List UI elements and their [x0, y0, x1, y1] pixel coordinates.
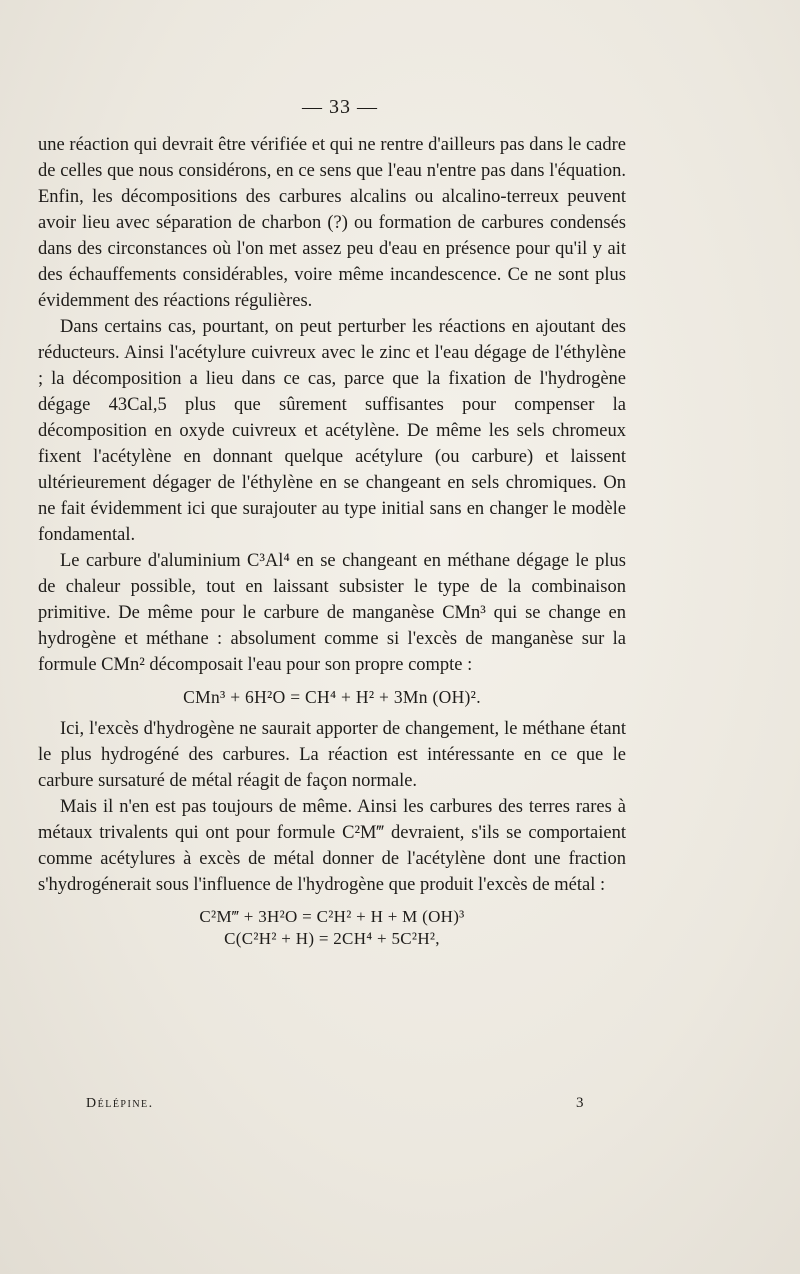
equation-rare-earth-1: C²M‴ + 3H²O = C²H² + H + M (OH)³ [199, 907, 465, 926]
paragraph-3: Le carbure d'aluminium C³Al⁴ en se changeant en méthane dégage le plus de chaleur possible, tout en laissant subsister le type de la combinaison primitive. De même pour le carbure de manganèse CMn³ qui se change en hydrogène et méthane : absolument comme si l'excès de manganèse sur la formule CMn² décomposait l'eau pour son propre compte : [38, 551, 626, 675]
footer-signature: Délépine. [86, 1096, 154, 1111]
equation-rare-earth-2: C(C²H² + H) = 2CH⁴ + 5C²H², [224, 929, 440, 948]
paragraph-2: Dans certains cas, pourtant, on peut perturber les réactions en ajoutant des réducteurs. Ainsi l'acétylure cuivreux avec le zinc et l'eau dégage de l'éthylène ; la décomposition a lieu dans ce cas, parce que la fixation de l'hydrogène dégage 43Cal,5 plus que sûrement suffisantes pour compenser la décomposition en oxyde cuivreux et acétylène. De même les sels chromeux fixent l'acétylène en donnant quelque acétylure (ou carbure) et laissent ultérieurement dégager de l'éthylène en se changeant en sels chromiques. On ne fait évidemment ici que surajouter au type initial sans en changer le modèle fondamental. [38, 317, 626, 545]
footer-sheet-number: 3 [576, 1095, 584, 1111]
paragraph-5: Mais il n'en est pas toujours de même. Ainsi les carbures des terres rares à métaux trivalents qui ont pour formule C²M‴ devraient, s'ils se comportaient comme acétylures à excès de métal donner de l'acétylène dont une fraction s'hydrogénerait sous l'influence de l'hydrogène que produit l'excès de métal : [38, 797, 626, 895]
paragraph-4: Ici, l'excès d'hydrogène ne saurait apporter de changement, le méthane étant le plus hydrogéné des carbures. La réaction est intéressante en ce que le carbure sursaturé de métal réagit de façon normale. [38, 719, 626, 791]
body-text [38, 132, 626, 956]
page-number: — 33 — [302, 96, 378, 118]
paragraph-1: une réaction qui devrait être vérifiée et qui ne rentre d'ailleurs pas dans le cadre de celles que nous considérons, en ce sens que l'eau n'entre pas dans l'équation. Enfin, les décompositions des carbures alcalins ou alcalino-terreux peuvent avoir lieu avec séparation de charbon (?) ou formation de carbures condensés dans des circonstances où l'on met assez peu d'eau en présence pour qu'il y ait des échauffements considérables, voire même incandescence. Ce ne sont plus évidemment des réactions régulières. [38, 135, 626, 311]
equation-manganese: CMn³ + 6H²O = CH⁴ + H² + 3Mn (OH)². [183, 687, 481, 707]
